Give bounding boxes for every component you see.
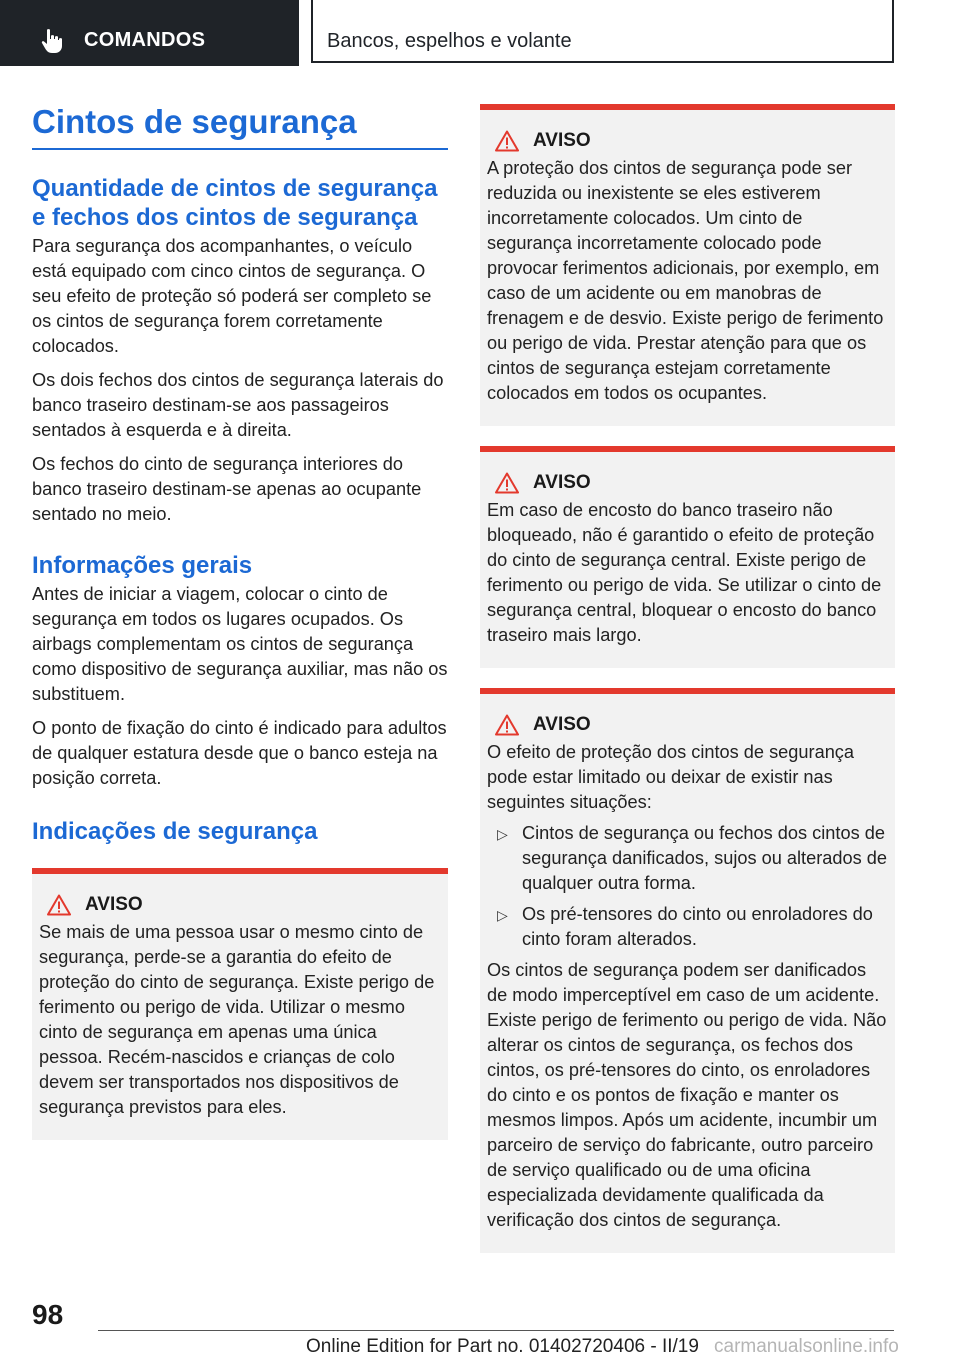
warning-box [480, 104, 895, 426]
warning-triangle-icon [495, 472, 519, 494]
warning-label: AVISO [533, 130, 591, 151]
warning-header [487, 130, 887, 152]
left-column [32, 100, 448, 1140]
bullet-triangle-icon: ▷ [497, 907, 508, 923]
heading-informacoes: Informações gerais [32, 552, 253, 579]
warning-box [480, 688, 895, 1253]
page-number: 98 [32, 1299, 64, 1330]
paragraph: O ponto de fixação do cinto é indicado para adultos de qualquer estatura desde que o banco esteja na posição correta. [32, 718, 447, 788]
edition-text: Online Edition for Part no. 01402720406 - II/19 [306, 1336, 699, 1357]
right-column [480, 104, 895, 1253]
warning-text: Os cintos de segurança podem ser danificados de modo imperceptível em caso de um acidente. Existe perigo de ferimento ou perigo de vida. Não alterar os cintos de segurança, os fechos dos cintos, os pré-tensores do cinto, os enroladores do cinto e os pontos de fixação e manter os mesmos limpos. Após um acidente, incumbir um parceiro de serviço do fabricante, outro parceiro de serviço qualificado ou de uma oficina especializada devidamente qualificada da verificação dos cintos de segurança. [487, 960, 887, 1230]
warning-header [487, 714, 887, 736]
list-item: ▷ Os pré-tensores do cinto ou enroladores do cinto foram alterados. [497, 904, 873, 949]
bullet-list [487, 821, 887, 952]
warning-text: O efeito de proteção dos cintos de segurança pode estar limitado ou deixar de existir nas seguintes situações: [487, 742, 855, 812]
watermark: carmanualsonline.info [714, 1336, 899, 1357]
paragraph: Os fechos do cinto de segurança interiores do banco traseiro destinam-se apenas ao ocupante sentado no meio. [32, 454, 422, 524]
warning-label: AVISO [85, 894, 143, 915]
list-item: ▷ Cintos de segurança ou fechos dos cintos de segurança danificados, sujos ou alterados de qualquer outra forma. [497, 823, 888, 893]
warning-text: Em caso de encosto do banco traseiro não bloqueado, não é garantido o efeito de proteção do cinto de segurança central. Existe perigo de ferimento ou perigo de vida. Se utilizar o cinto de segurança central, bloquear o encosto do banco traseiro mais largo. [487, 500, 882, 645]
footer-divider [98, 1330, 894, 1331]
page-title: Cintos de segurança [32, 100, 448, 150]
warning-text: Se mais de uma pessoa usar o mesmo cinto de segurança, perde-se a garantia do efeito de proteção do cinto de segurança. Existe perigo de ferimento ou perigo de vida. Utilizar o mesmo cinto de segurança em apenas uma única pessoa. Recém-nascidos e crianças de colo devem ser transportados nos dispositivos de segurança previstos para eles. [39, 922, 435, 1117]
warning-label: AVISO [533, 714, 591, 735]
bullet-triangle-icon: ▷ [497, 826, 508, 842]
heading-indicacoes: Indicações de segurança [32, 818, 318, 845]
warning-text: A proteção dos cintos de segurança pode ser reduzida ou inexistente se eles estiverem incorretamente colocados. Um cinto de segurança incorretamente colocado pode provocar ferimentos adicionais, por exemplo, em caso de um acidente ou em manobras de frenagem e de desvio. Existe perigo de ferimento ou perigo de vida. Prestar atenção para que os cintos de segurança estejam corretamente colocados em todos os ocupantes. [487, 158, 884, 403]
warning-box [480, 446, 895, 668]
chapter-tab [311, 0, 894, 63]
hand-pointer-icon [40, 28, 64, 54]
warning-label: AVISO [533, 472, 591, 493]
paragraph: Os dois fechos dos cintos de segurança laterais do banco traseiro destinam-se aos passageiros sentados à esquerda e à direita. [32, 370, 444, 440]
warning-triangle-icon [47, 894, 71, 916]
warning-header [487, 472, 887, 494]
section-tab [0, 0, 299, 66]
warning-triangle-icon [495, 130, 519, 152]
paragraph: Para segurança dos acompanhantes, o veículo está equipado com cinco cintos de segurança. O seu efeito de proteção só poderá ser completo se os cintos de segurança forem corretamente colocados. [32, 236, 432, 356]
paragraph: Antes de iniciar a viagem, colocar o cinto de segurança em todos os lugares ocupados. Os airbags complementam os cintos de segurança como dispositivo de segurança auxiliar, mas não os substituem. [32, 584, 448, 704]
warning-header [39, 894, 440, 916]
warning-box [32, 868, 448, 1140]
warning-triangle-icon [495, 714, 519, 736]
heading-quantidade: Quantidade de cintos de segurança e fechos dos cintos de segurança [32, 175, 438, 231]
section-title: COMANDOS [84, 29, 206, 51]
chapter-title: Bancos, espelhos e volante [327, 30, 572, 52]
